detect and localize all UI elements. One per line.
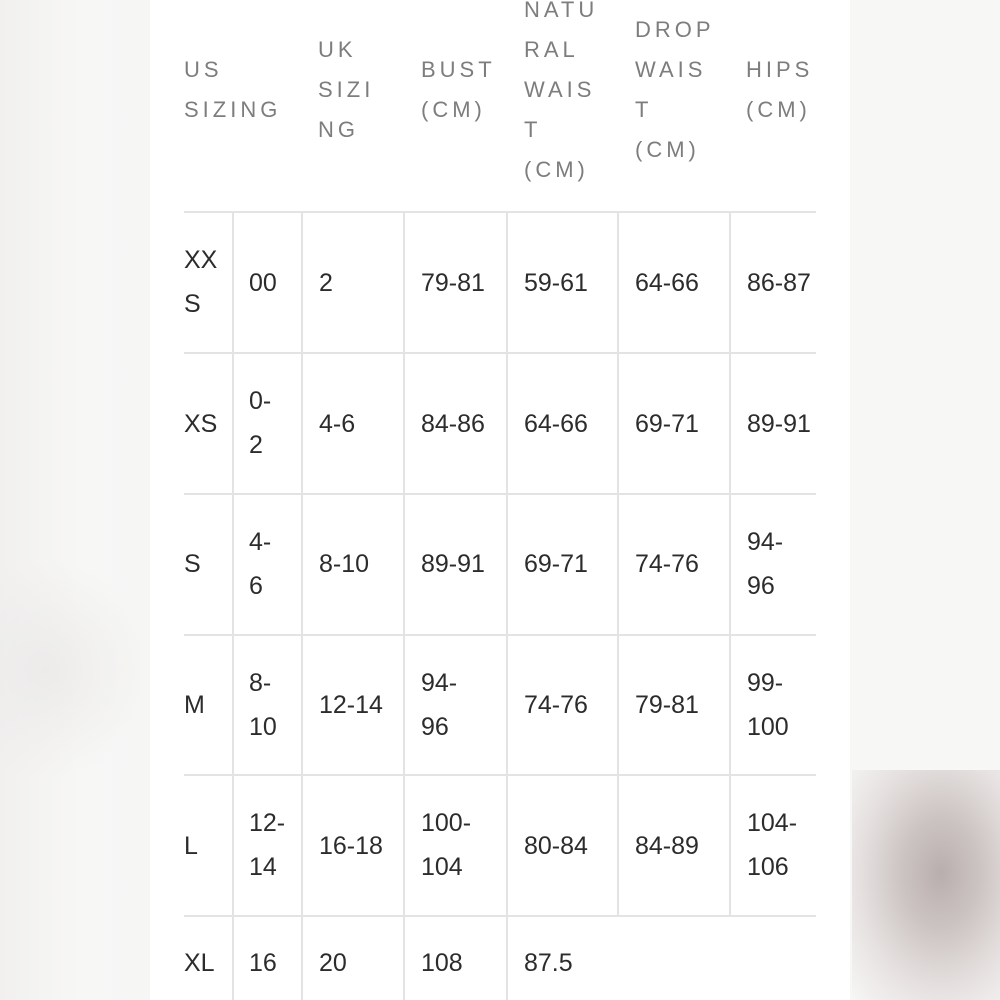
cell-drop-waist: 84-89 [635, 832, 699, 860]
cell-natural-waist: 64-66 [524, 410, 588, 438]
header-hips: HIPS (CM) [746, 57, 814, 122]
cell-hips: 86-87 [747, 269, 811, 297]
row-divider [184, 915, 816, 917]
column-divider [506, 213, 508, 1000]
header-drop-waist: DROP WAIS T (CM) [635, 17, 715, 162]
cell-hips: 89-91 [747, 410, 811, 438]
cell-uk-sizing: 16 [249, 949, 277, 977]
background-blur-bottom-right [852, 770, 1000, 1000]
cell-uk-sizing: 8- 10 [249, 669, 277, 741]
row-divider [184, 774, 816, 776]
cell-natural-waist: 87.5 [524, 949, 573, 977]
cell-natural-waist: 74-76 [524, 691, 588, 719]
cell-us-sizing: L [184, 832, 198, 860]
cell-uk-sizing-alt: 20 [319, 949, 347, 977]
cell-natural-waist: 80-84 [524, 832, 588, 860]
cell-uk-sizing: 00 [249, 269, 277, 297]
cell-uk-sizing-alt: 12-14 [319, 691, 383, 719]
cell-bust: 94- 96 [421, 669, 458, 741]
cell-hips: 94- 96 [747, 528, 784, 600]
cell-drop-waist: 74-76 [635, 550, 699, 578]
cell-us-sizing: XL [184, 949, 215, 977]
cell-uk-sizing-alt: 2 [319, 269, 333, 297]
row-divider [184, 493, 816, 495]
cell-us-sizing: XS [184, 410, 218, 438]
header-uk-sizing: UK SIZI NG [318, 37, 375, 142]
cell-us-sizing: S [184, 550, 201, 578]
cell-drop-waist: 79-81 [635, 691, 699, 719]
cell-uk-sizing: 4- 6 [249, 528, 272, 600]
column-divider [232, 213, 234, 1000]
cell-uk-sizing: 0- 2 [249, 387, 272, 459]
cell-uk-sizing-alt: 4-6 [319, 410, 356, 438]
row-divider [184, 634, 816, 636]
column-divider [729, 213, 731, 915]
cell-natural-waist: 59-61 [524, 269, 588, 297]
column-divider [617, 213, 619, 915]
column-divider [403, 213, 405, 1000]
cell-bust: 84-86 [421, 410, 485, 438]
cell-bust: 89-91 [421, 550, 485, 578]
cell-us-sizing: M [184, 691, 205, 719]
cell-hips: 104- 106 [747, 809, 798, 881]
header-us-sizing: US SIZING [184, 57, 282, 122]
cell-natural-waist: 69-71 [524, 550, 588, 578]
header-bust: BUST (CM) [421, 57, 496, 122]
cell-uk-sizing-alt: 16-18 [319, 832, 383, 860]
cell-uk-sizing-alt: 8-10 [319, 550, 370, 578]
cell-drop-waist: 64-66 [635, 269, 699, 297]
cell-drop-waist: 69-71 [635, 410, 699, 438]
header-natural-waist: NATU RAL WAIS T (CM) [524, 0, 599, 182]
cell-us-sizing: XX S [184, 246, 218, 318]
cell-hips: 99- 100 [747, 669, 789, 741]
cell-uk-sizing: 12- 14 [249, 809, 286, 881]
cell-bust: 108 [421, 949, 463, 977]
cell-bust: 100- 104 [421, 809, 472, 881]
cell-bust: 79-81 [421, 269, 485, 297]
row-divider [184, 352, 816, 354]
background-blur-left [0, 560, 150, 780]
row-divider [184, 211, 816, 213]
column-divider [301, 213, 303, 1000]
